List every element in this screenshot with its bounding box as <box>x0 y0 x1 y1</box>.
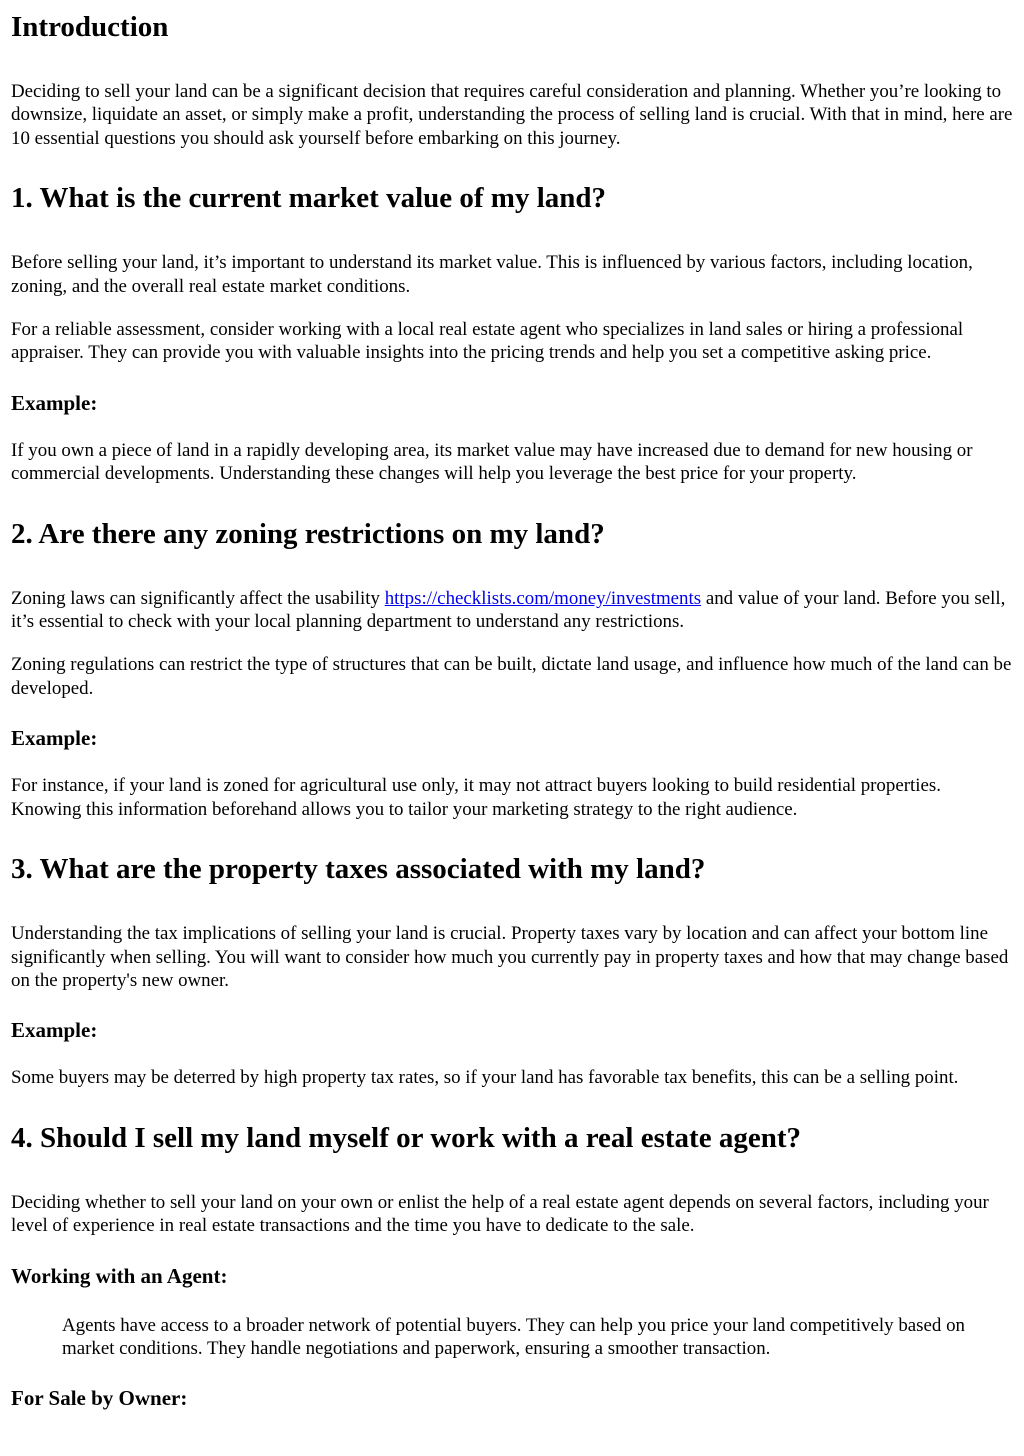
agent-subheading: Working with an Agent: <box>11 1263 228 1288</box>
question-1-heading: 1. What is the current market value of my land? <box>11 182 607 215</box>
owner-subheading: For Sale by Owner: <box>11 1386 188 1411</box>
question-2-heading: 2. Are there any zoning restrictions on my land? <box>11 517 605 550</box>
question-1-paragraph-1: Before selling your land, it’s important to understand its market value. This is influenced by various factors, including location, zoning, and the overall real estate market conditions. <box>11 252 973 297</box>
question-2-text-before-link: Zoning laws can significantly affect the usability <box>11 587 385 609</box>
question-2-paragraph-2: Zoning regulations can restrict the type of structures that can be built, dictate land usage, and influence how much of the land can be developed. <box>11 654 1012 699</box>
article <box>0 10 1024 1411</box>
question-4-paragraph-1: Deciding whether to sell your land on your own or enlist the help of a real estate agent depends on several factors, including your level of experience in real estate transactions and the time you have to dedicate to the sale. <box>11 1191 989 1237</box>
question-2-paragraph-1 <box>11 587 1013 634</box>
question-2-text-after-link: and value of your land. Before you sell, it’s essential to check with your local planning department to understand any restrictions. <box>11 587 1006 633</box>
intro-paragraph: Deciding to sell your land can be a significant decision that requires careful consideration and planning. Whether you’re looking to downsize, liquidate an asset, or simply make a profit, understanding the process of selling land is crucial. With that in mind, here are 10 essential questions you should ask yourself before embarking on this journey. <box>11 81 1013 149</box>
investments-link[interactable]: https://checklists.com/money/investments <box>384 587 702 609</box>
question-3-paragraph-1: Understanding the tax implications of selling your land is crucial. Property taxes vary by location and can affect your bottom line significantly when selling. You will want to consider how much you currently pay in property taxes and how that may change based on the property's new owner. <box>11 923 1009 991</box>
question-1-example-text: If you own a piece of land in a rapidly developing area, its market value may have increased due to demand for new housing or commercial developments. Understanding these changes will help you leverage the best price for your property. <box>11 439 973 485</box>
agent-text: Agents have access to a broader network of potential buyers. They can help you price your land competitively based on market conditions. They handle negotiations and paperwork, ensuring a smoother transaction. <box>62 1314 965 1359</box>
intro-heading: Introduction <box>11 11 169 43</box>
question-1-example-heading: Example: <box>11 390 98 415</box>
question-3-heading: 3. What are the property taxes associated with my land? <box>11 853 706 886</box>
question-2-example-text: For instance, if your land is zoned for agricultural use only, it may not attract buyers looking to build residential properties. Knowing this information beforehand allows you to tailor your marketing strategy to the right audience. <box>11 775 941 820</box>
question-2-example-heading: Example: <box>11 726 98 751</box>
question-3-example-text: Some buyers may be deterred by high property tax rates, so if your land has favorable tax benefits, this can be a selling point. <box>11 1067 959 1089</box>
question-3-example-heading: Example: <box>11 1018 98 1043</box>
question-4-heading: 4. Should I sell my land myself or work with a real estate agent? <box>11 1121 801 1154</box>
question-1-paragraph-2: For a reliable assessment, consider working with a local real estate agent who specializes in land sales or hiring a professional appraiser. They can provide you with valuable insights into the pricing trends and help you set a competitive asking price. <box>11 319 964 364</box>
